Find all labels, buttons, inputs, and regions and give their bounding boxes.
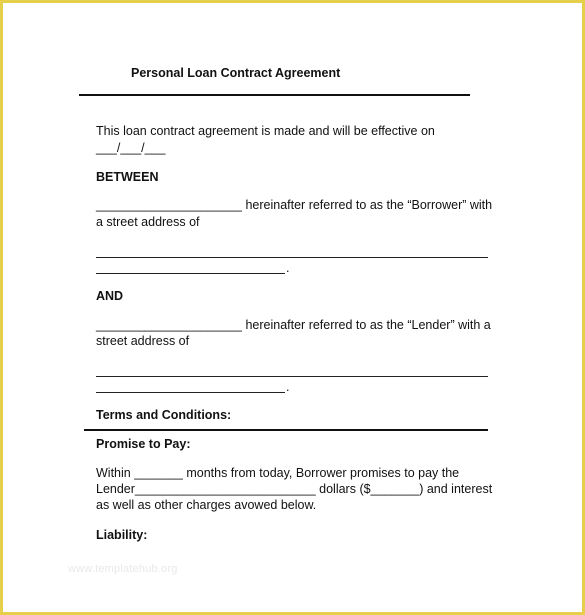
lender-address-period: . <box>286 380 290 394</box>
borrower-address-blank-1 <box>96 257 488 258</box>
and-heading: AND <box>96 289 124 303</box>
borrower-address-blank-2 <box>96 273 285 274</box>
borrower-line-2: a street address of <box>96 215 200 229</box>
intro-line-1: This loan contract agreement is made and will be effective on <box>96 124 435 138</box>
borrower-address-period: . <box>286 261 290 275</box>
watermark: www.templatehub.org <box>68 563 178 575</box>
lender-line-2: street address of <box>96 334 190 348</box>
lender-address-blank-1 <box>96 376 488 377</box>
terms-underline <box>84 429 488 431</box>
title-underline <box>79 94 470 96</box>
effective-date-blank: ___/___/___ <box>96 141 166 155</box>
promise-line-1: Within _______ months from today, Borrower promises to pay the <box>96 466 460 480</box>
document-title: Personal Loan Contract Agreement <box>131 66 341 80</box>
promise-line-3: as well as other charges avowed below. <box>96 498 317 512</box>
lender-address-blank-2 <box>96 392 285 393</box>
liability-heading: Liability: <box>96 528 148 542</box>
promise-heading: Promise to Pay: <box>96 437 191 451</box>
lender-line-1: _____________________ hereinafter referred to as the “Lender” with a <box>96 318 491 332</box>
promise-line-2: Lender__________________________ dollars ($_______) and interest <box>96 482 493 496</box>
terms-heading: Terms and Conditions: <box>96 408 232 422</box>
borrower-line-1: _____________________ hereinafter referred to as the “Borrower” with <box>96 198 493 212</box>
between-heading: BETWEEN <box>96 170 159 184</box>
